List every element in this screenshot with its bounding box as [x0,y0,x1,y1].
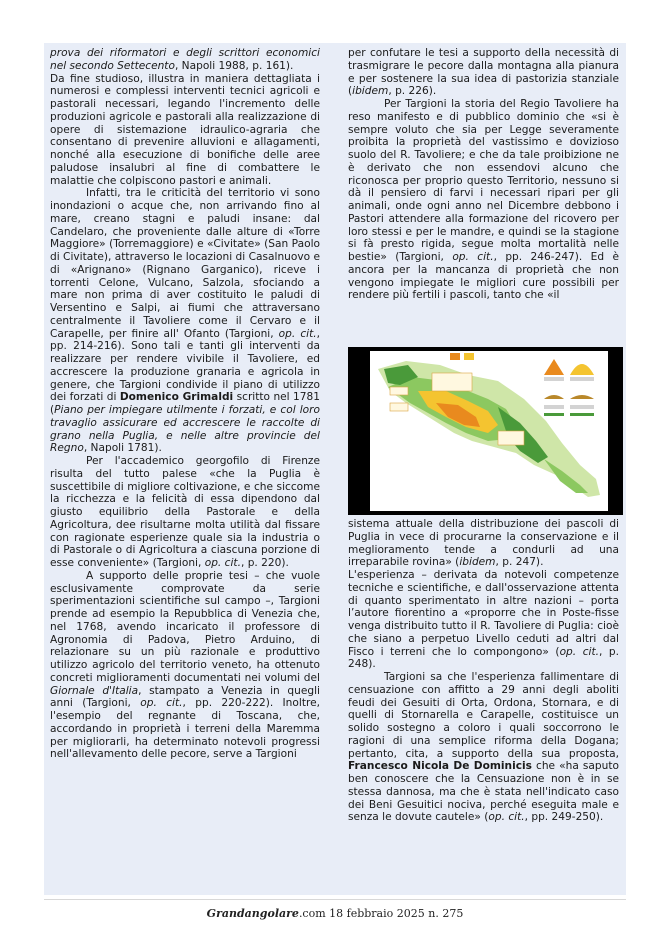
bold-name: Francesco Nicola De Dominicis [348,760,532,773]
page-footer [0,907,670,920]
text-run: , p. 248). [348,645,620,671]
text-run: Targioni sa che l'esperienza fallimentare di censuazione con affitto a 29 anni degli aboliti feudi dei Gesuiti di Orta, Ordona, Stornara, e di quelli di Stornarella e Carapelle, costituisce un solido sostegno a coloro i quali soccorrono le ragioni di una semplice riforma della Dogana; pertanto, cita, a supporto della sua proposta, [348,671,619,760]
paragraph [348,518,619,569]
italic-text: op. cit. [559,645,599,658]
paragraph [50,73,320,188]
italic-text: ibidem [352,85,389,98]
text-run: Da fine studioso, illustra in maniera dettagliata i numerosi e complessi interventi tecnici agricoli e pastorali necessari, legando l'incremento delle produzioni agricole e pastorali alla realizzazione di opere di sistemazione idraulico-agraria che consentano di prevenire alluvioni e allagamenti, nonché alla esecuzione di bonifiche delle aree paludose insalubri al fine di combattere le malattie che colpiscono pastori e animali. [50,72,320,187]
text-run: , Napoli 1988, p. 161). [174,59,294,72]
italic-text: op. cit. [204,557,241,569]
text-run: L'esperienza – derivata da notevoli competenze tecniche e scientifiche, e dall'osservazione attenta di quanto sperimentato in altre nazioni – porta l’autore fiorentino a «proporre che in Poste-fisse venga distribuito tutto il R. Tavoliere di Puglia: cioè che siano a perpetuo Livello ceduti ad altri dal Fisco i terreni che lo compongono» ( [348,569,619,658]
puglia-pastures-map [348,347,623,515]
italic-text: op. cit. [452,251,494,263]
right-column-top [348,47,619,302]
text-run: , stampato a Venezia in quegli anni (Targioni, [50,684,320,710]
italic-text: op. cit. [140,697,183,710]
paragraph [50,455,320,570]
paragraph [348,569,619,671]
text-run: sistema attuale della distribuzione dei pascoli di Puglia in vece di procurarne la conservazione e il meglioramento tende a condurli ad una irreparabile rovina» ( [348,518,619,569]
text-run: , p. 220). [240,557,289,569]
text-run: scritto nel 1781 ( [50,391,321,416]
paragraph [348,671,619,824]
text-run: per confutare le tesi a supporto della necessità di trasmigrare le pecore dalla montagna alla pianura e per sostenere la sua idea di pastorizia stanziale ( [348,47,619,98]
italic-text: op. cit. [488,811,525,824]
paragraph [50,47,320,73]
paragraph [348,47,619,98]
map-svg [348,347,623,515]
paragraph [50,187,320,455]
text-run: Per l'accademico georgofilo di Firenze risulta del tutto palese «che la Puglia è suscettibile di migliore coltivazione, e che siccome la ricchezza e la felicità di essa dipendono dal giusto equilibrio della Pastorale e della Agricoltura, dee risultarne molta utilità dal fissare con ragionate esperienze quale sia la industria o di Pastorale o di Agricoltura a ciascuna porzione di esse conveniente» (Targioni, [50,455,320,569]
italic-text: Piano per impiegare utilmente i forzati, e col loro travaglio assicurare ed accrescere le raccolte di grano nella Puglia, e nelle altre provincie del Regno [50,404,320,455]
text-run: , pp. 214-216). Sono tali e tanti gli interventi da realizzare per rendere vivibile il Tavoliere, ed accrescere la produzione granaria e agricola in genere, che Targioni condivide il piano di utilizzo dei forzati di [50,327,320,404]
text-run: che «ha saputo ben conoscere che la Censuazione non è in se stessa dannosa, ma che è stata nell'indicato caso dei Beni Gesuitici nociva, perché eseguita male e senza le dovute cautele» ( [348,760,619,824]
italic-text: op. cit. [278,327,317,340]
text-run: , pp. 249-250). [524,811,604,824]
paragraph [50,570,320,761]
text-run: , Napoli 1781). [83,442,162,455]
italic-text: prova dei riformatori e degli scrittori economici nel secondo Settecento [50,47,320,72]
text-run: Per Targioni la storia del Regio Tavoliere ha reso manifesto e di pubblico dominio che «si è sempre voluto che sia per Legge severamente proibita la proprietà del vastissimo e dovizioso suolo del R. Tavoliere; e che da tale proibizione ne è derivato che non essendovi alcuno che riconosca per proprio questo Territorio, nessuno si dà il pensiero di farvi i necessari ripari per gli animali, onde ogni anno nel Dicembre debbono i Pastori attendere alla formazione del ricovero per loro stessi e per le mandre, e quindi se la stagione si fà presto rigida, segue molta mortalità nelle bestie» (Targioni, [348,98,619,263]
footer-brand[interactable]: Grandangolare [206,907,299,920]
text-run: , pp. 220-222). Inoltre, l'esempio del regnante di Toscana, che, accordando in proprietà i terreni della Maremma per migliorarli, ha determinato notevoli progressi nell'allevamento delle pecore, serve a Targioni [50,697,320,761]
left-column [50,47,320,761]
text-run: , p. 247). [495,556,544,569]
text-run: A supporto delle proprie tesi – che vuole esclusivamente comprovate da serie sperimentazioni scientifiche sul campo –, Targioni prende ad esempio la Repubblica di Venezia che, nel 1768, avendo incaricato il professore di Agronomia di Padova, Pietro Arduino, di relazionare su un più razionale e produttivo utilizzo agricolo del territorio veneto, ha ottenuto concreti miglioramenti documentati nei volumi del [50,569,320,684]
text-run: , p. 226). [388,85,437,98]
footer-date-issue: .com 18 febbraio 2025 n. 275 [298,907,464,920]
italic-text: ibidem [459,556,496,569]
footer-divider [44,899,626,900]
text-run: , pp. 246-247). Ed è ancora per la mancanza di proprietà che non vengono impiegate le migliori cure possibili per rendere più fertili i pascoli, tanto che «il [348,251,620,302]
paragraph [348,98,619,302]
text-run: Infatti, tra le criticità del territorio vi sono inondazioni o acque che, non arrivando fino al mare, creano stagni e paludi insane: dal Candelaro, che proveniente dalle alture di «Torre Maggiore» (Torremaggiore) e «Civitate» (San Paolo di Civitate), attraverso le locazioni di Casalnuovo e di «Arignano» (Rignano Garganico), riceve i torrenti Celone, Vulcano, Salzola, sfociando a mare non prima di aver costituito le paludi di Versentino e Salpi, ai fiumi che attraversano centralmente il Tavoliere come il Cervaro e il Carapelle, per finire all' Ofanto (Targioni, [50,187,320,340]
italic-text: Giornale d'Italia [50,684,139,697]
right-column-bottom [348,518,619,824]
bold-name: Domenico Grimaldi [119,391,234,404]
